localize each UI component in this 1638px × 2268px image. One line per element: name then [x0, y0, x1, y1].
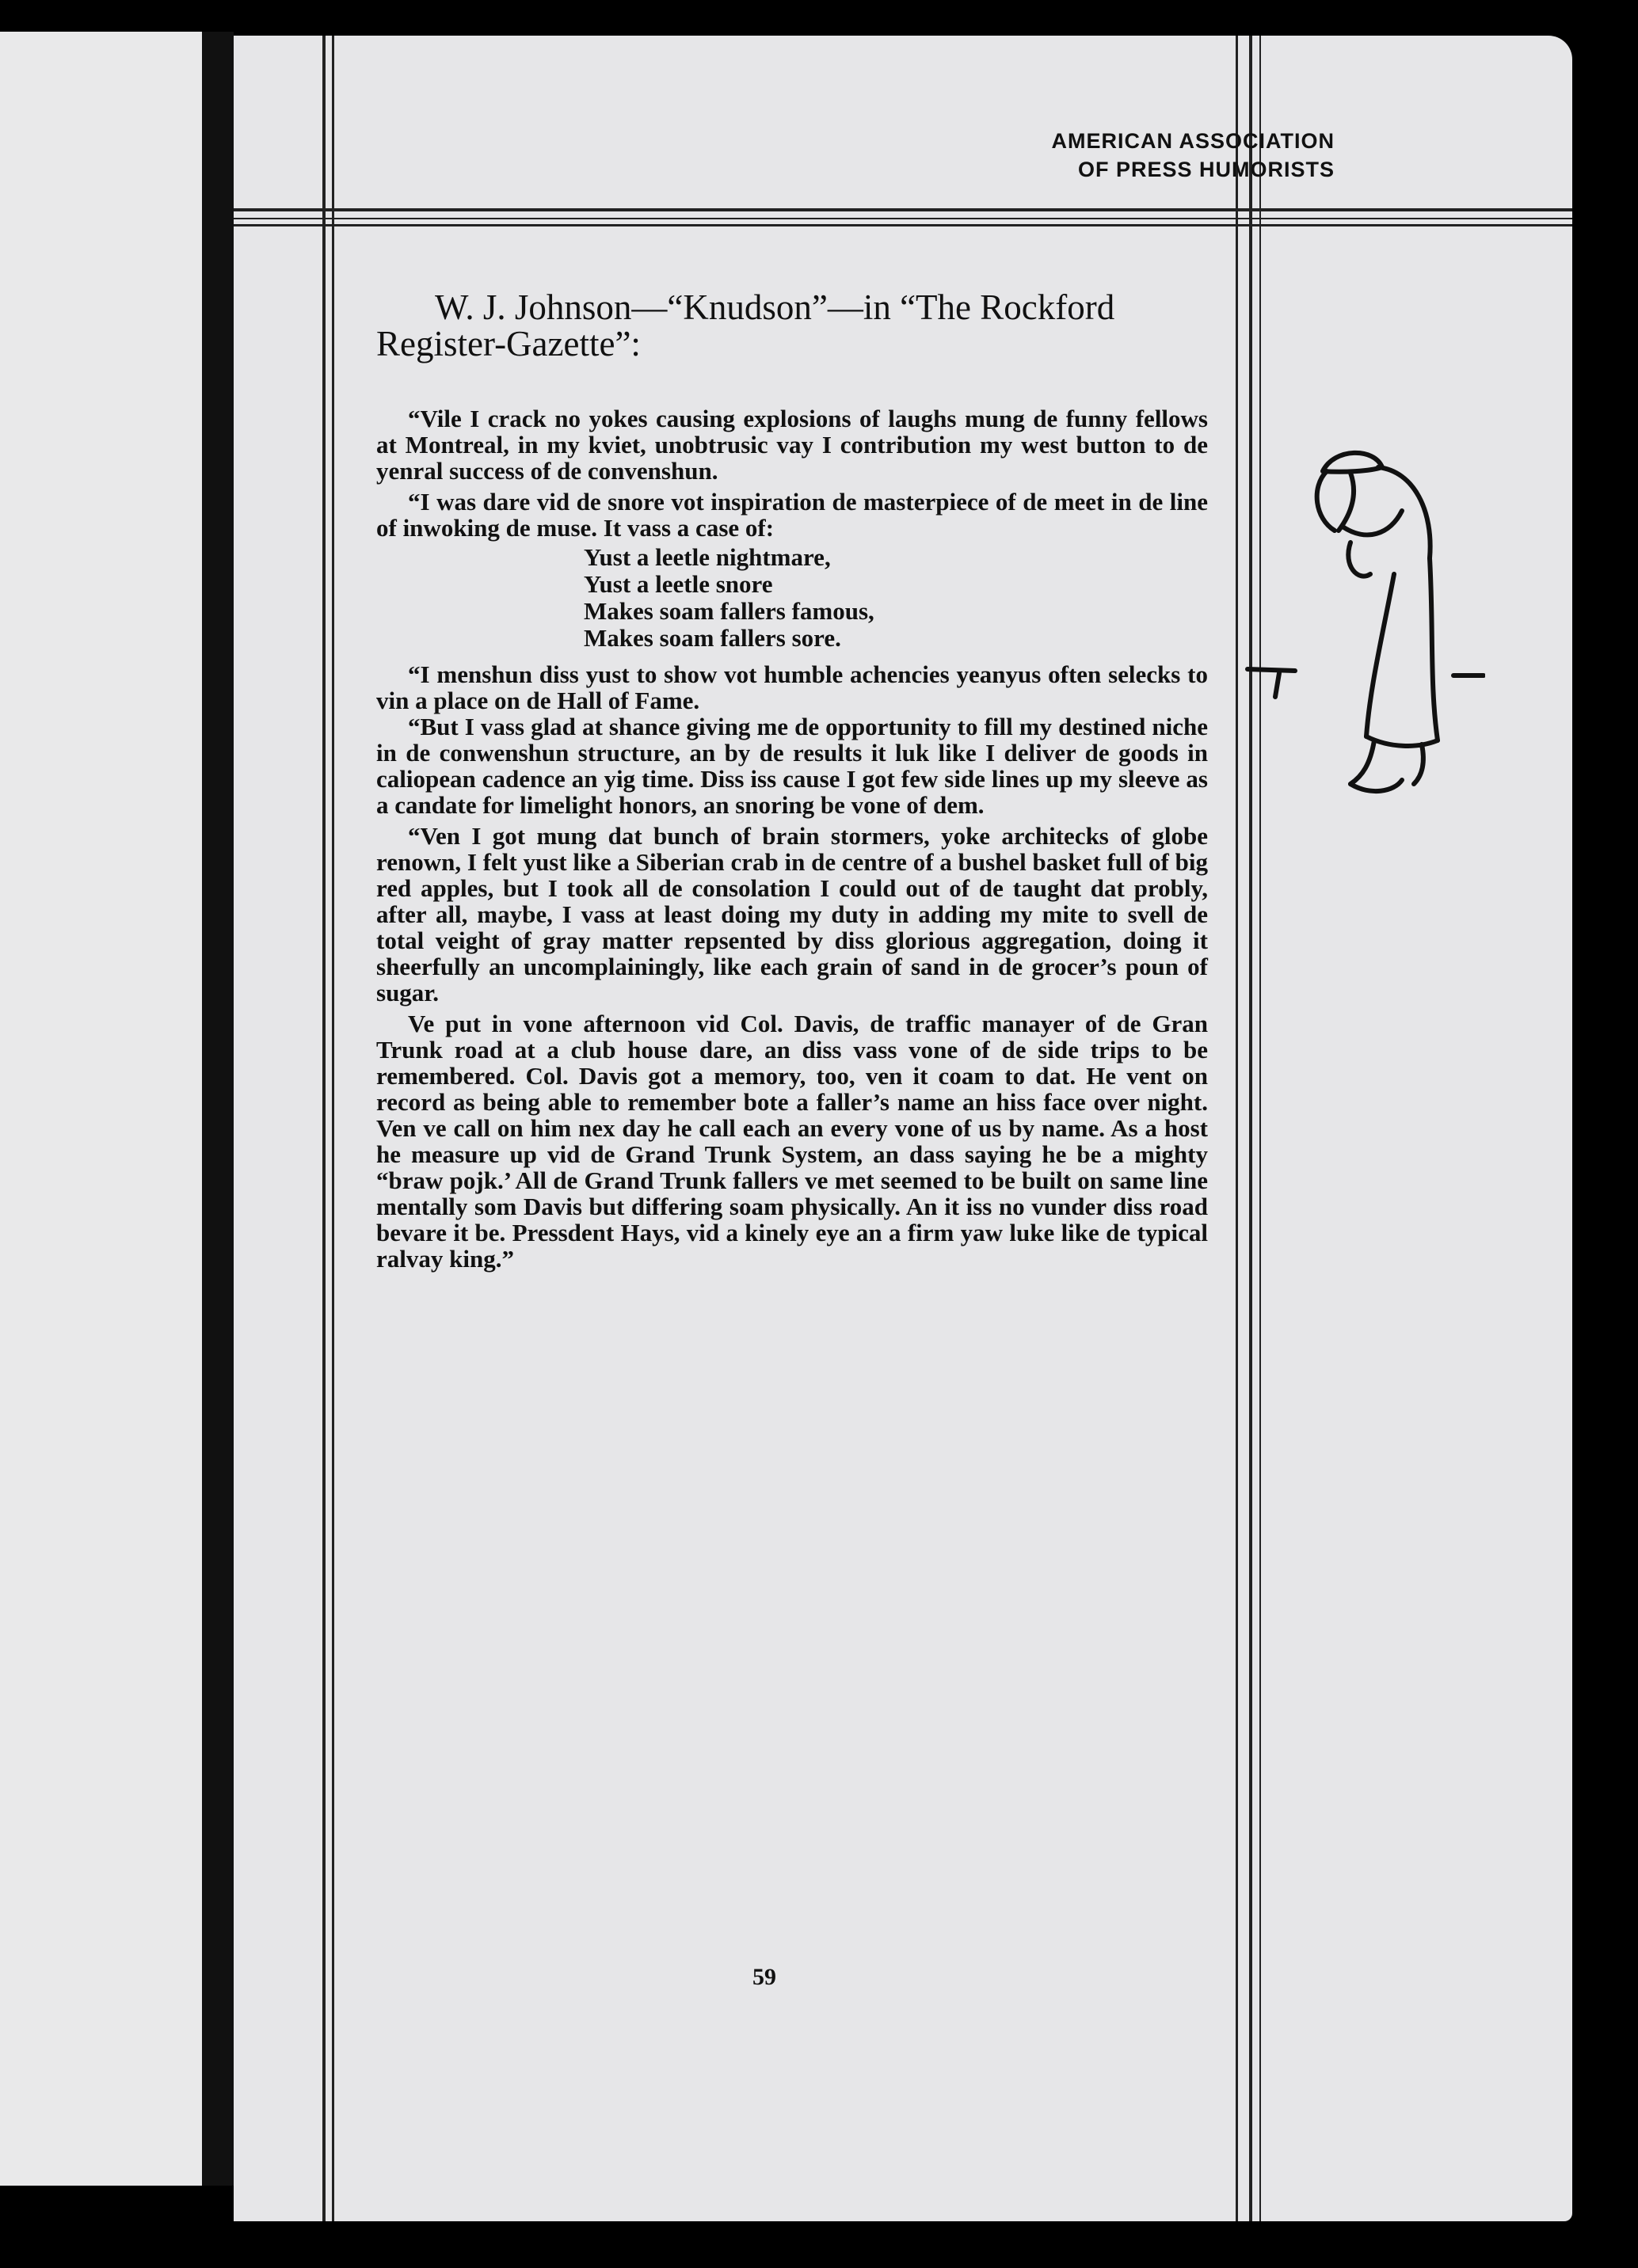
verse-line: Makes soam fallers famous,	[584, 597, 874, 625]
cartoon-figure-icon	[1232, 424, 1485, 835]
verse-line: Yust a leetle snore	[584, 570, 773, 598]
header-rule-thick	[234, 208, 1572, 211]
header-rule-thin	[234, 218, 1572, 219]
verse	[584, 544, 1208, 652]
paragraph: “I was dare vid de snore vot inspiration de masterpiece of de meet in de line of inwoking de muse. It vass a case of:	[376, 488, 1208, 542]
left-border-rule-outer	[322, 36, 326, 2221]
paragraph: “Vile I crack no yokes causing explosions of laughs mung de funny fellows at Montreal, in my kviet, unobtrusic vay I contribution my west button to de yenral success of de convenshun.	[376, 405, 1208, 485]
verse-line: Makes soam fallers sore.	[584, 624, 841, 652]
right-border-rule-inner	[1249, 36, 1252, 2221]
running-head-line-2: OF PRESS HUMORISTS	[1077, 158, 1335, 181]
left-border-rule-inner	[332, 36, 334, 2221]
paragraph: “But I vass glad at shance giving me de opportunity to fill my destined niche in de conwenshun structure, an by de results it luk like I deliver de goods in caliopean cadence an yig time. Diss iss cause I got few side lines up my sleeve as a candate for limelight honors, an snoring be vone of dem.	[376, 713, 1208, 819]
article-title: W. J. Johnson—“Knudson”—in “The Rockford Register-Gazette”:	[376, 287, 1115, 363]
paragraph: “I menshun diss yust to show vot humble achencies yeanyus often selecks to vin a place on de Hall of Fame.	[376, 660, 1208, 714]
right-border-rule-thin	[1259, 36, 1261, 2221]
running-head-line-1: AMERICAN ASSOCIATION	[1051, 129, 1335, 153]
header-rule-bottom	[234, 224, 1572, 226]
facing-page	[0, 32, 202, 2186]
running-head	[859, 127, 1335, 184]
paragraph: Ve put in vone afternoon vid Col. Davis, de traffic manayer of de Gran Trunk road at a club house dare, an diss vass vone of de side trips to be remembered. Col. Davis got a memory, too, ven it coam to dat. He vent on record as being able to remember bote a faller’s name an hiss face over night. Ven ve call on him nex day he call each an every vone of us by name. As a host he measure up vid de Grand Trunk System, an dass saying he be a mighty “braw pojk.’ All de Grand Trunk fallers ve met seemed to be built on same line mentally som Davis but differing soam physically. An it iss no vunder diss road bevare it be. Pressdent Hays, vid a kinely eye an a firm yaw luke like de typical ralvay king.”	[376, 1010, 1208, 1273]
paragraph: “Ven I got mung dat bunch of brain stormers, yoke architecks of globe renown, I felt yust like a Siberian crab in de centre of a bushel basket full of big red apples, but I took all de consolation I could out of de taught dat probly, after all, maybe, I vass at least doing my duty in adding my mite to svell de total veight of gray matter repsented by diss glorious aggregation, doing it sheerfully an uncomplainingly, like each grain of sand in de grocer’s poun of sugar.	[376, 822, 1208, 1007]
scanned-page	[234, 36, 1572, 2221]
page-number: 59	[752, 1964, 776, 1990]
article-body	[376, 289, 1208, 1272]
book-gutter	[202, 32, 234, 2186]
right-border-rule-outer	[1236, 36, 1238, 2221]
verse-line: Yust a leetle nightmare,	[584, 543, 831, 571]
